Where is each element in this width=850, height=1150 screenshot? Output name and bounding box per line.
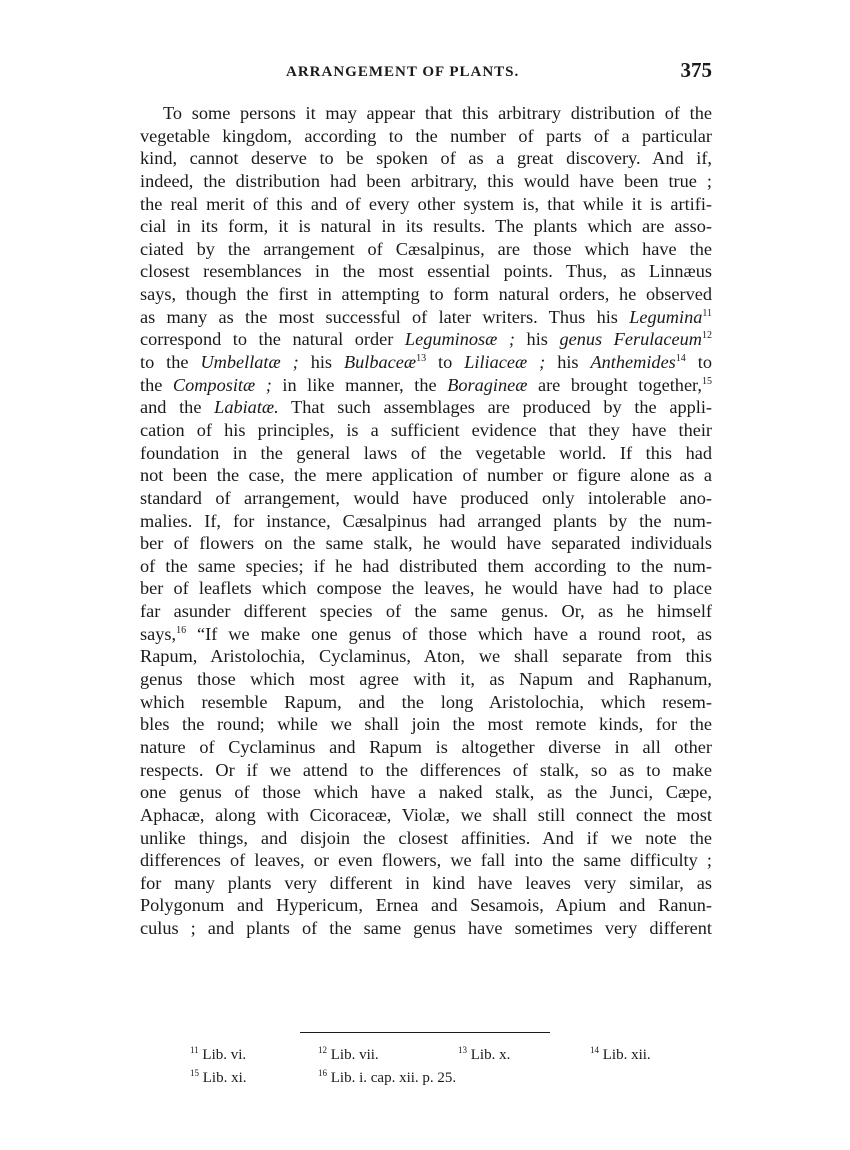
footnote [190, 1070, 247, 1087]
text-run: says, [140, 623, 177, 644]
italic-term: Anthemides [590, 352, 676, 373]
text-line: ber of leaflets which compose the leaves, he would have had to place [140, 578, 712, 599]
text-run: his [545, 352, 591, 373]
text-line: ciated by the arrangement of Cæsalpinus, are those which have the [140, 238, 712, 259]
footnote-divider [300, 1032, 550, 1033]
text-run: to [426, 352, 465, 373]
text-run: and the [140, 397, 215, 418]
text-line [140, 328, 712, 351]
footnote-ref: 16 [176, 624, 187, 636]
text-line: Aphacæ, along with Cicoraceæ, Violæ, we shall still connect the most [140, 804, 712, 825]
footnote [458, 1047, 510, 1064]
text-line: cation of his principles, is a sufficient evidence that they have their [140, 419, 712, 440]
text-line: of the same species; if he had distributed them according to the num- [140, 555, 712, 576]
footnote-text: Lib. vii. [330, 1047, 379, 1063]
footnote-text: Lib. x. [470, 1047, 511, 1063]
text-line: unlike things, and disjoin the closest affinities. And if we note the [140, 827, 712, 848]
text-line: the real merit of this and of every other system is, that while it is artifi- [140, 193, 712, 214]
page-header [160, 58, 712, 88]
footnote-number: 12 [318, 1045, 327, 1055]
text-line: says, though the first in attempting to form natural orders, he observed [140, 284, 712, 305]
text-line [140, 351, 712, 374]
text-line [140, 374, 712, 397]
body-text [140, 102, 712, 940]
text-line: To some persons it may appear that this arbitrary distribution of the [163, 103, 712, 123]
text-line: cial in its form, it is natural in its results. The plants which are asso- [140, 216, 712, 237]
text-line: Rapum, Aristolochia, Cyclaminus, Aton, we shall separate from this [140, 646, 712, 667]
text-line: malies. If, for instance, Cæsalpinus had arranged plants by the num- [140, 510, 712, 531]
footnote-number: 16 [318, 1068, 327, 1078]
text-run: That such assemblages are produced by the appli- [278, 397, 712, 418]
page-number: 375 [680, 58, 712, 82]
text-line: one genus of those which have a naked stalk, as the Junci, Cæpe, [140, 782, 712, 803]
italic-term: Legumina [629, 306, 703, 327]
footnote [590, 1047, 651, 1064]
text-run: are brought together, [527, 374, 702, 395]
italic-term: Compositæ ; [172, 374, 272, 395]
text-line: for many plants very different in kind have leaves very similar, as [140, 872, 712, 893]
text-line: respects. Or if we attend to the differences of stalk, so as to make [140, 759, 712, 780]
text-line: bles the round; while we shall join the most remote kinds, for the [140, 714, 712, 735]
italic-term: Boragineæ [447, 374, 528, 395]
text-line: indeed, the distribution had been arbitrary, this would have been true ; [140, 170, 712, 191]
text-line: nature of Cyclaminus and Rapum is altogether diverse in all other [140, 736, 712, 757]
footnote-ref: 11 [702, 307, 712, 319]
text-line: far asunder different species of the same genus. Or, as he himself [140, 601, 712, 622]
footnote-text: Lib. i. cap. xii. p. 25. [330, 1070, 457, 1086]
footnote [318, 1047, 379, 1064]
italic-term: Umbellatæ ; [200, 352, 299, 373]
footnote-text: Lib. xii. [602, 1047, 651, 1063]
running-head: ARRANGEMENT OF PLANTS. [286, 64, 520, 80]
text-run: correspond to the natural order [140, 329, 405, 350]
italic-term: Liliaceæ ; [464, 352, 546, 373]
text-line: kind, cannot deserve to be spoken of as a great discovery. And if, [140, 148, 712, 169]
text-line: foundation in the general laws of the vegetable world. If this had [140, 442, 712, 463]
footnote [190, 1047, 246, 1064]
text-run: the [140, 374, 173, 395]
footnote-text: Lib. vi. [202, 1047, 247, 1063]
italic-term: Bulbaceæ [344, 352, 417, 373]
text-line: ber of flowers on the same stalk, he would have separated individuals [140, 533, 712, 554]
footnote-ref: 14 [675, 353, 686, 365]
text-line: vegetable kingdom, according to the number of parts of a particular [140, 125, 712, 146]
text-line: which resemble Rapum, and the long Aristolochia, which resem- [140, 691, 712, 712]
text-line: standard of arrangement, would have produced only intolerable ano- [140, 487, 712, 508]
text-line [140, 306, 712, 329]
text-run: as many as the most successful of later writers. Thus his [140, 306, 630, 327]
italic-term: Labiatæ. [214, 397, 279, 418]
text-line: Polygonum and Hypericum, Ernea and Sesamois, Apium and Ranun- [140, 895, 712, 916]
text-line: differences of leaves, or even flowers, we fall into the same difficulty ; [140, 850, 712, 871]
text-run: his [298, 352, 344, 373]
text-line [140, 623, 712, 646]
footnote-number: 14 [590, 1045, 599, 1055]
text-run: to [685, 352, 712, 373]
text-line: culus ; and plants of the same genus have sometimes very different [140, 918, 712, 939]
text-line: closest resemblances in the most essential points. Thus, as Linnæus [140, 261, 712, 282]
footnote-number: 15 [190, 1068, 199, 1078]
italic-term: Leguminosæ ; [404, 329, 515, 350]
footnote-text: Lib. xi. [202, 1070, 247, 1086]
footnote-number: 13 [458, 1045, 467, 1055]
footnote-number: 11 [190, 1045, 199, 1055]
footnote-ref: 13 [416, 353, 427, 365]
text-run: “If we make one genus of those which have a round root, as [186, 623, 712, 644]
footnote-ref: 15 [702, 375, 712, 387]
text-run: to the [140, 352, 201, 373]
footnote-ref: 12 [702, 330, 713, 342]
italic-term: genus Ferulaceum [559, 329, 703, 350]
footnote [318, 1070, 456, 1087]
text-line: genus those which most agree with it, as Napum and Raphanum, [140, 669, 712, 690]
text-run: his [515, 329, 560, 350]
text-line [140, 396, 712, 419]
text-line: not been the case, the mere application of number or figure alone as a [140, 465, 712, 486]
text-run: in like manner, the [271, 374, 448, 395]
